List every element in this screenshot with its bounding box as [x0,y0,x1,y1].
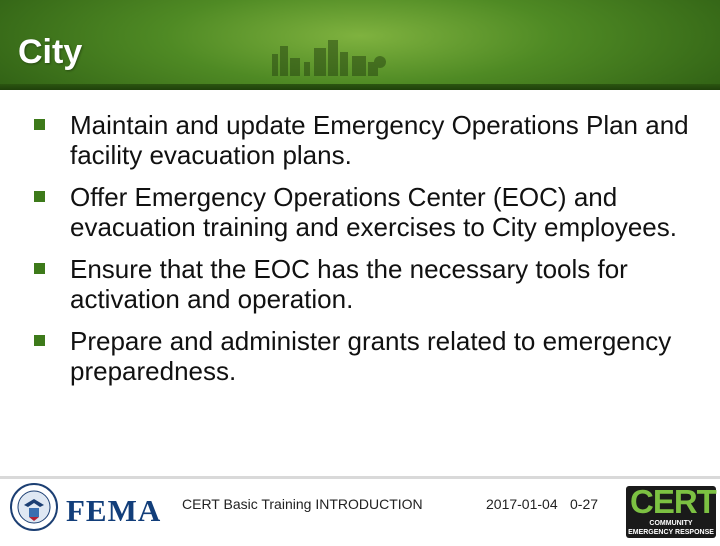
bullet-item [32,182,692,242]
bullet-text: Maintain and update Emergency Operations Plan and facility evacuation plans. [70,110,689,170]
bullet-square-icon [34,191,45,202]
cert-logo-subtext: COMMUNITY EMERGENCY RESPONSE TEAM [628,520,714,545]
bullet-text: Prepare and administer grants related to emergency preparedness. [70,326,672,386]
fema-logo: FEMA [66,493,162,528]
bullet-item [32,254,692,314]
bullet-square-icon [34,335,45,346]
footer-date: 2017-01-04 [486,496,558,512]
footer-course-title: CERT Basic Training INTRODUCTION [182,496,423,512]
footer-divider [0,476,720,479]
city-skyline-icon [268,36,388,76]
slide-header [0,0,720,90]
cert-logo [626,483,716,545]
bullet-square-icon [34,263,45,274]
footer-page-number: 0-27 [570,496,599,512]
bullet-item [32,326,692,386]
bullet-text: Offer Emergency Operations Center (EOC) and evacuation training and exercises to City employees. [70,182,677,242]
bullet-item [32,110,692,170]
bullet-list [32,110,692,398]
bullet-square-icon [34,119,45,130]
bullet-text: Ensure that the EOC has the necessary tools for activation and operation. [70,254,628,314]
slide-title: City [18,33,83,71]
dhs-seal-icon [10,483,58,531]
cert-logo-word: CERT [630,483,716,520]
